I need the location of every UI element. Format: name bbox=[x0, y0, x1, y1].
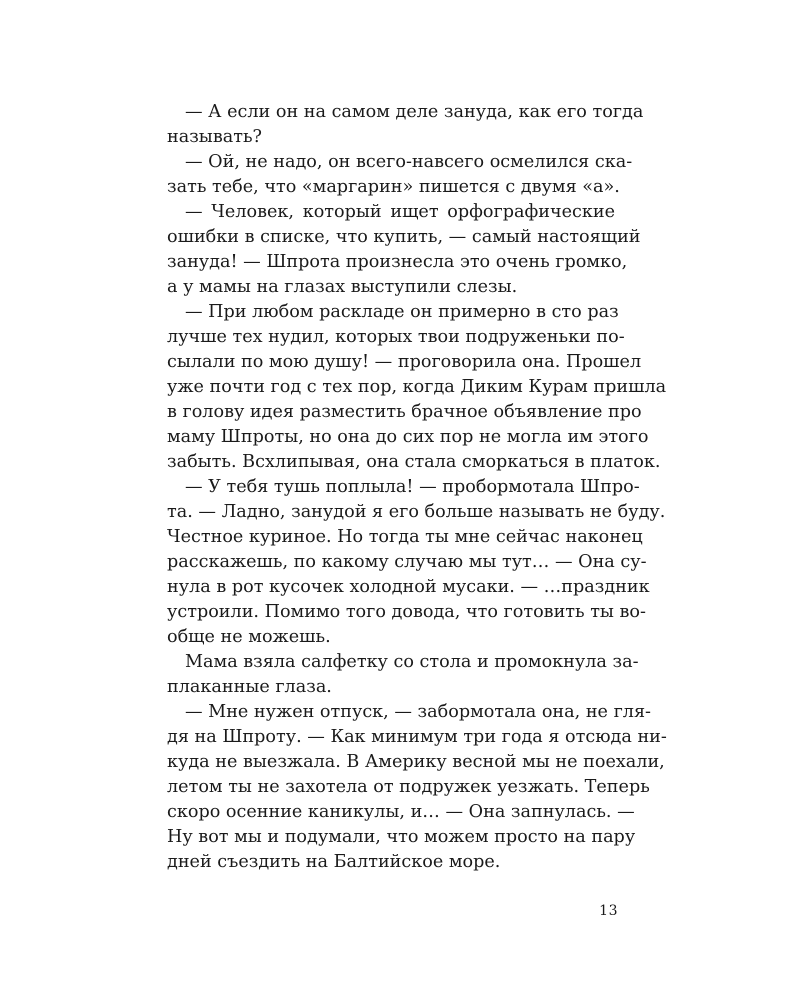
text-line: зать тебе, что «маргарин» пишется с двумя «а». bbox=[167, 177, 620, 197]
text-line: та. — Ладно, занудой я его больше называть не буду. bbox=[167, 502, 666, 522]
text-line: сылали по мою душу! — проговорила она. Прошел bbox=[167, 352, 642, 372]
text-line: плаканные глаза. bbox=[167, 677, 332, 697]
page-number: 13 bbox=[599, 903, 618, 919]
text-line: нула в рот кусочек холодной мусаки. — …праздник bbox=[167, 577, 650, 597]
text-line: маму Шпроты, но она до сих пор не могла им этого bbox=[167, 427, 649, 447]
text-line: — При любом раскладе он примерно в сто раз bbox=[185, 302, 619, 322]
text-line: в голову идея разместить брачное объявление про bbox=[167, 402, 642, 422]
text-line: — А если он на самом деле зануда, как его тогда bbox=[185, 102, 644, 122]
text-line: называть? bbox=[167, 127, 262, 147]
text-line: зануда! — Шпрота произнесла это очень громко, bbox=[167, 252, 628, 272]
text-line: летом ты не захотела от подружек уезжать. Теперь bbox=[167, 777, 650, 797]
text-line: — У тебя тушь поплыла! — пробормотала Шпро- bbox=[185, 477, 640, 497]
text-line: дя на Шпроту. — Как минимум три года я отсюда ни- bbox=[167, 727, 667, 747]
text-line: Ну вот мы и подумали, что можем просто на пару bbox=[167, 827, 636, 847]
text-line: — Человек, который ищет орфографические bbox=[185, 202, 615, 222]
text-line: куда не выезжала. В Америку весной мы не поехали, bbox=[167, 752, 665, 772]
text-line: ошибки в списке, что купить, — самый настоящий bbox=[167, 227, 641, 247]
text-line: расскажешь, по какому случаю мы тут… — Она су- bbox=[167, 552, 647, 572]
text-line: устроили. Помимо того довода, что готовить ты во- bbox=[167, 602, 646, 622]
text-line: дней съездить на Балтийское море. bbox=[167, 852, 501, 872]
body-text bbox=[167, 100, 667, 875]
text-line: Честное куриное. Но тогда ты мне сейчас наконец bbox=[167, 527, 643, 547]
text-line: Мама взяла салфетку со стола и промокнула за- bbox=[185, 652, 639, 672]
text-line: скоро осенние каникулы, и… — Она запнулась. — bbox=[167, 802, 635, 822]
text-line: уже почти год с тех пор, когда Диким Курам пришла bbox=[167, 377, 667, 397]
text-line: забыть. Всхлипывая, она стала сморкаться в платок. bbox=[167, 452, 661, 472]
text-line: обще не можешь. bbox=[167, 627, 331, 647]
text-line: — Мне нужен отпуск, — забормотала она, не гля- bbox=[185, 702, 652, 722]
text-line: лучше тех нудил, которых твои подруженьки по- bbox=[167, 327, 625, 347]
text-line: — Ой, не надо, он всего-навсего осмелился ска- bbox=[185, 152, 633, 172]
text-line: а у мамы на глазах выступили слезы. bbox=[167, 277, 518, 297]
